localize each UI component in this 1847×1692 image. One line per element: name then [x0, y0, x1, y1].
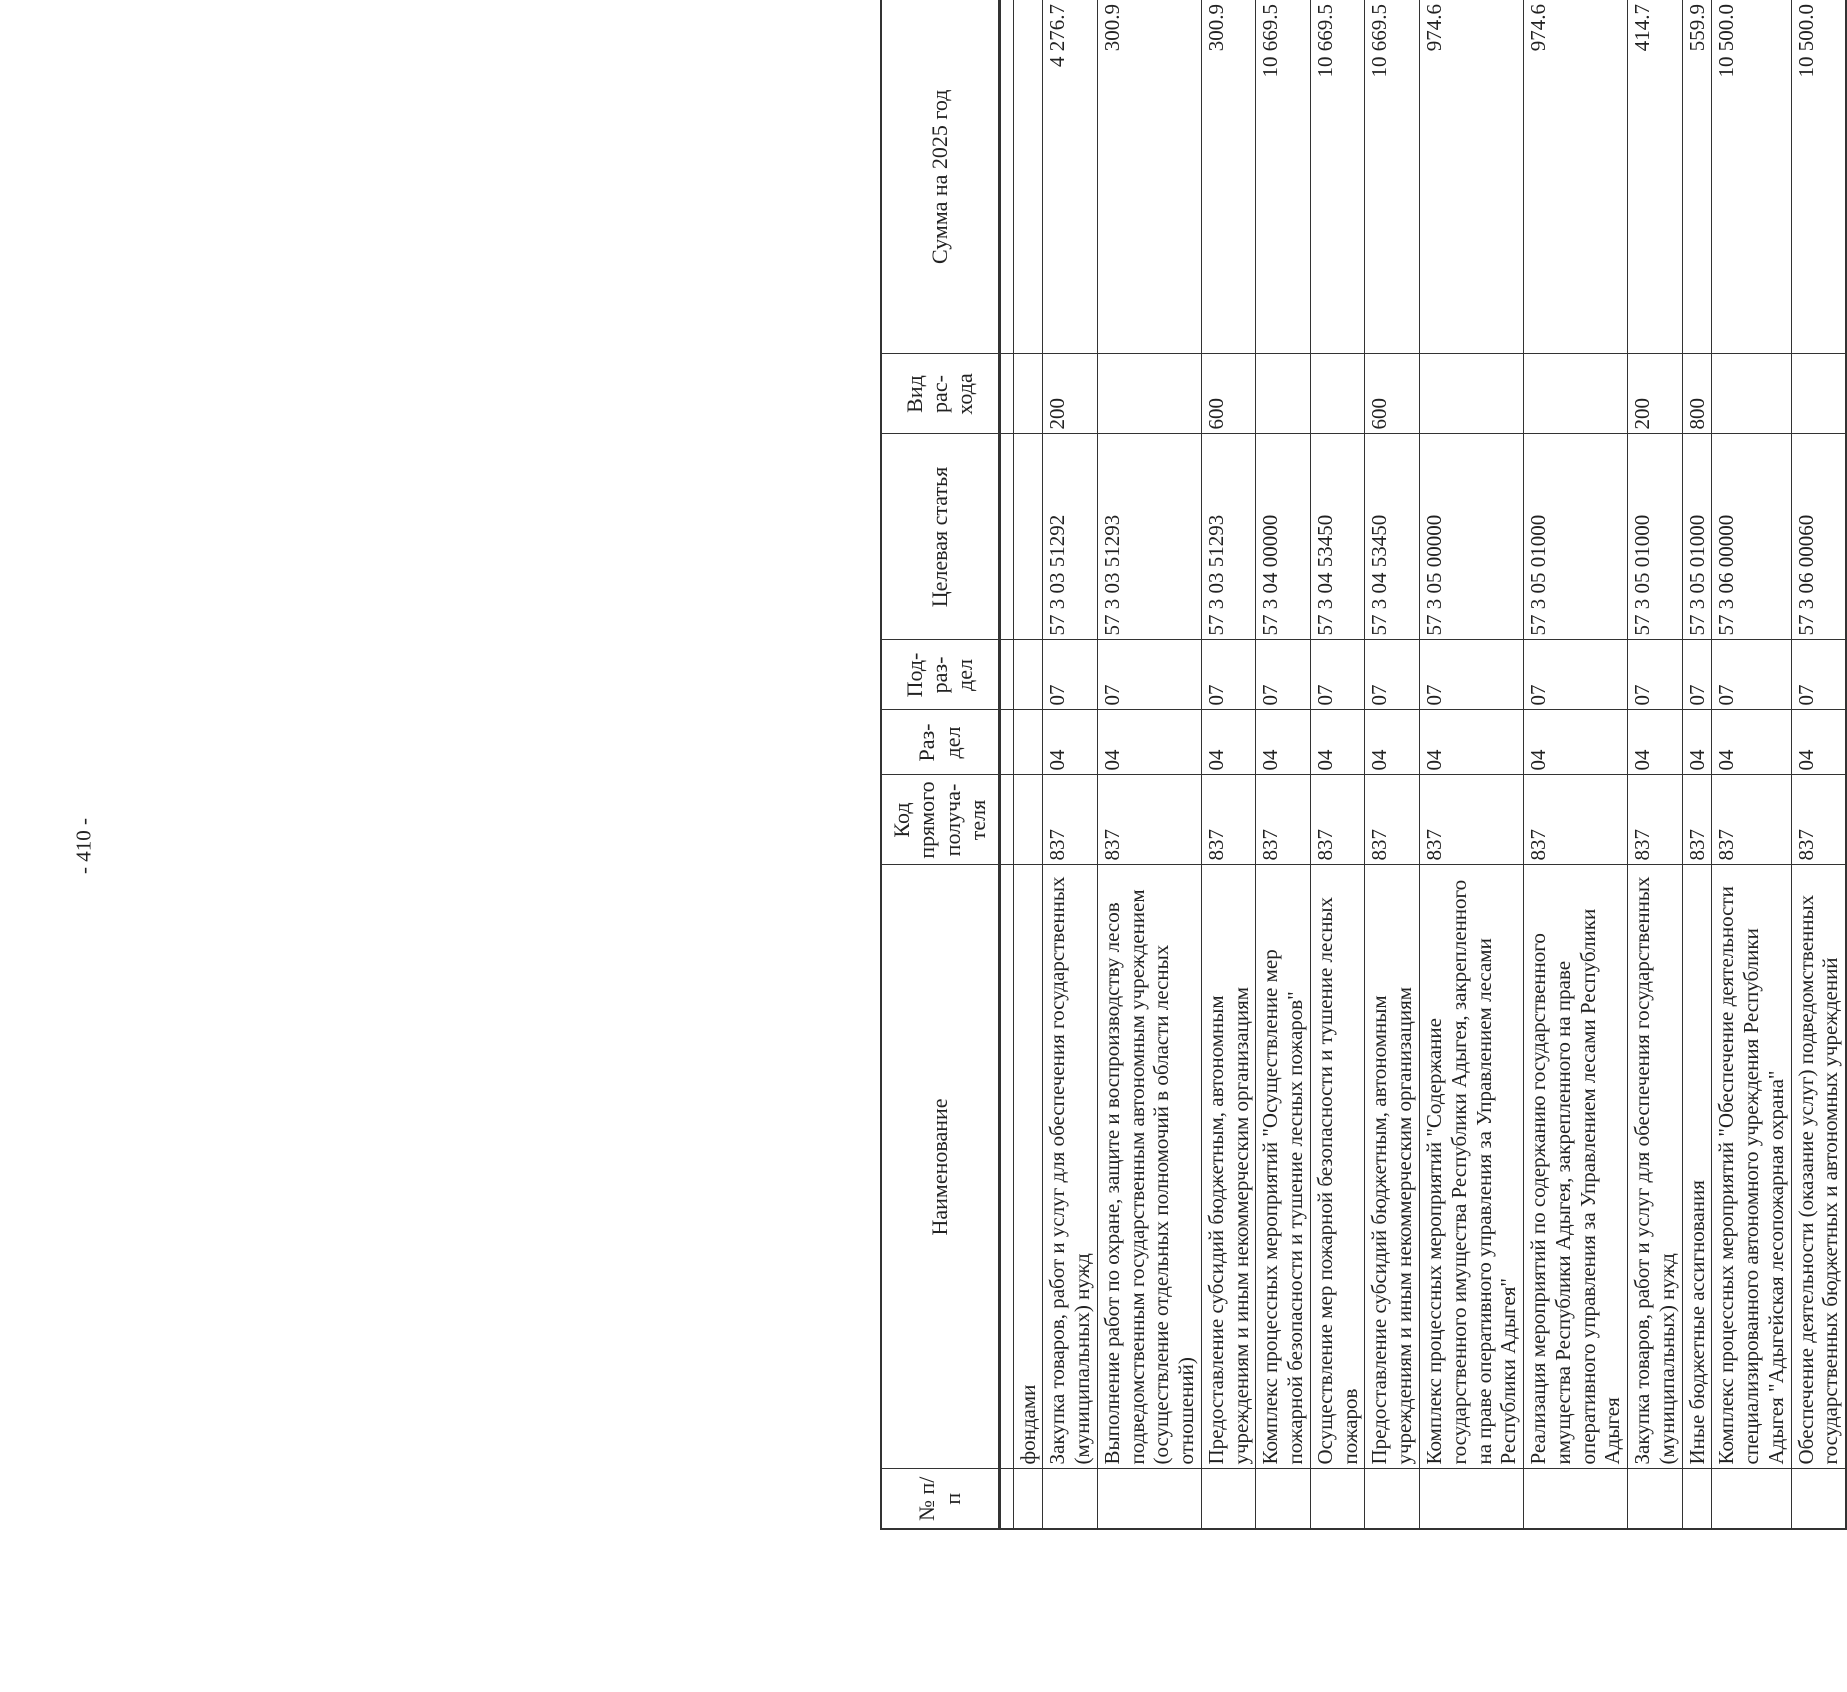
cell-code: 837 [1712, 775, 1791, 865]
cell-subsection: 07 [1682, 640, 1712, 710]
cell-subsection: 07 [1791, 640, 1846, 710]
cell-subsection: 07 [1256, 640, 1311, 710]
cell-target [1013, 434, 1043, 640]
cell-sum: 10 669.5 [1310, 0, 1365, 354]
cell-sum: 10 669.5 [1256, 0, 1311, 354]
cell-section: 04 [1524, 710, 1628, 775]
cell-sum: 414.7 [1628, 0, 1683, 354]
cell-sum: 10 669.5 [1365, 0, 1420, 354]
cell-sum: 4 276.7 [1043, 0, 1098, 354]
cell-num [1791, 1469, 1846, 1529]
cell-num [1043, 1469, 1098, 1529]
header-num: № п/п [881, 1469, 999, 1529]
cell-expense [1712, 354, 1791, 434]
cell-name: фондами [1013, 865, 1043, 1469]
cell-subsection: 07 [1097, 640, 1201, 710]
cell-section: 04 [1365, 710, 1420, 775]
cell-subsection: 07 [1201, 640, 1256, 710]
header-target: Целевая статья [881, 434, 999, 640]
cell-expense [1419, 354, 1523, 434]
table-row [1201, 0, 1256, 1529]
cell-expense: 600 [1365, 354, 1420, 434]
table-row [1310, 0, 1365, 1529]
cell-expense [1524, 354, 1628, 434]
cell-target: 57 3 05 01000 [1524, 434, 1628, 640]
table-row [1365, 0, 1420, 1529]
cell-subsection: 07 [1419, 640, 1523, 710]
cell-code [1013, 775, 1043, 865]
cell-name: Комплекс процессных мероприятий "Содержание государственного имущества Республики Адыгея, закрепленного на праве оперативного управления за Управлением лесами Республики Адыгея" [1419, 865, 1523, 1469]
cell-subsection: 07 [1043, 640, 1098, 710]
cell-target: 57 3 04 53450 [1365, 434, 1420, 640]
cell-sum: 10 500.0 [1712, 0, 1791, 354]
cell-sum: 559.9 [1682, 0, 1712, 354]
cell-sum: 974.6 [1524, 0, 1628, 354]
table-row [1712, 0, 1791, 1529]
cell-name: Предоставление субсидий бюджетным, автономным учреждениям и иным некоммерческим организациям [1365, 865, 1420, 1469]
cell-num [1682, 1469, 1712, 1529]
cell-expense: 200 [1043, 354, 1098, 434]
table-row [1419, 0, 1523, 1529]
cell-target: 57 3 06 00000 [1712, 434, 1791, 640]
cell-name: Закупка товаров, работ и услуг для обеспечения государственных (муниципальных) нужд [1628, 865, 1683, 1469]
cell-section: 04 [1791, 710, 1846, 775]
cell-section: 04 [1419, 710, 1523, 775]
cell-section: 04 [1097, 710, 1201, 775]
rotated-table-wrapper [880, 0, 1843, 1530]
budget-table [880, 0, 1847, 1530]
cell-name: Комплекс процессных мероприятий "Обеспечение деятельности специализированного автономного учреждения Республики Адыгея "Адыгейская лесопожарная охрана" [1712, 865, 1791, 1469]
cell-name: Закупка товаров, работ и услуг для обеспечения государственных (муниципальных) нужд [1043, 865, 1098, 1469]
cell-subsection [999, 640, 1013, 710]
cell-name: Иные бюджетные ассигнования [1682, 865, 1712, 1469]
cell-name: Предоставление субсидий бюджетным, автономным учреждениям и иным некоммерческим организациям [1201, 865, 1256, 1469]
cell-expense [999, 354, 1013, 434]
cell-expense [1791, 354, 1846, 434]
cell-name: Обеспечение деятельности (оказание услуг) подведомственных государственных бюджетных и автономных учреждений [1791, 865, 1846, 1469]
header-code: Код прямого получа-теля [881, 775, 999, 865]
cell-num [999, 1469, 1013, 1529]
cell-num [1628, 1469, 1683, 1529]
header-subsection: Под-раз-дел [881, 640, 999, 710]
table-row [1097, 0, 1201, 1529]
cell-sum: 974.6 [1419, 0, 1523, 354]
table-header [881, 0, 999, 1529]
cell-expense [1310, 354, 1365, 434]
cell-code: 837 [1043, 775, 1098, 865]
header-expense: Вид рас-хода [881, 354, 999, 434]
cell-code: 837 [1524, 775, 1628, 865]
table-row [1682, 0, 1712, 1529]
cell-name: Реализация мероприятий по содержанию государственного имущества Республики Адыгея, закрепленного на праве оперативного управления за Управлением лесами Республики Адыгея [1524, 865, 1628, 1469]
cell-section: 04 [1310, 710, 1365, 775]
header-sum: Сумма на 2025 год [881, 0, 999, 354]
table-row [1256, 0, 1311, 1529]
cell-code: 837 [1097, 775, 1201, 865]
cell-target: 57 3 03 51293 [1097, 434, 1201, 640]
cell-sum: 300.9 [1097, 0, 1201, 354]
cell-code: 837 [1682, 775, 1712, 865]
cell-section: 04 [1043, 710, 1098, 775]
cell-section: 04 [1201, 710, 1256, 775]
cell-name: Выполнение работ по охране, защите и воспроизводству лесов подведомственным государственным автономным учреждением (осуществление отдельных полномочий в области лесных отношений) [1097, 865, 1201, 1469]
cell-expense [1013, 354, 1043, 434]
cell-sum: 10 500.0 [1791, 0, 1846, 354]
cell-section: 04 [1628, 710, 1683, 775]
cell-target: 57 3 05 01000 [1682, 434, 1712, 640]
header-name: Наименование [881, 865, 999, 1469]
cell-num [1524, 1469, 1628, 1529]
cell-subsection: 07 [1524, 640, 1628, 710]
cell-target: 57 3 04 53450 [1310, 434, 1365, 640]
cell-target: 57 3 05 00000 [1419, 434, 1523, 640]
cell-subsection: 07 [1365, 640, 1420, 710]
table-row [999, 0, 1013, 1529]
table-row [1524, 0, 1628, 1529]
cell-code [999, 775, 1013, 865]
cell-subsection [1013, 640, 1043, 710]
cell-code: 837 [1419, 775, 1523, 865]
cell-code: 837 [1628, 775, 1683, 865]
cell-section: 04 [1712, 710, 1791, 775]
cell-target [999, 434, 1013, 640]
cell-code: 837 [1365, 775, 1420, 865]
cell-section: 04 [1256, 710, 1311, 775]
table-row [1628, 0, 1683, 1529]
cell-sum: 300.9 [1201, 0, 1256, 354]
cell-num [1201, 1469, 1256, 1529]
table-body [999, 0, 1846, 1529]
cell-sum [1013, 0, 1043, 354]
cell-expense [1256, 354, 1311, 434]
cell-code: 837 [1310, 775, 1365, 865]
cell-code: 837 [1791, 775, 1846, 865]
cell-section [1013, 710, 1043, 775]
cell-name: Комплекс процессных мероприятий "Осуществление мер пожарной безопасности и тушение лесных пожаров" [1256, 865, 1311, 1469]
cell-target: 57 3 06 00060 [1791, 434, 1846, 640]
cell-section [999, 710, 1013, 775]
cell-name [999, 865, 1013, 1469]
cell-subsection: 07 [1712, 640, 1791, 710]
cell-num [1256, 1469, 1311, 1529]
cell-name: Осуществление мер пожарной безопасности и тушение лесных пожаров [1310, 865, 1365, 1469]
cell-code: 837 [1256, 775, 1311, 865]
cell-section: 04 [1682, 710, 1712, 775]
cell-subsection: 07 [1310, 640, 1365, 710]
cell-num [1097, 1469, 1201, 1529]
table-row [1791, 0, 1846, 1529]
cell-target: 57 3 03 51292 [1043, 434, 1098, 640]
cell-num [1365, 1469, 1420, 1529]
cell-target: 57 3 04 00000 [1256, 434, 1311, 640]
cell-num [1419, 1469, 1523, 1529]
cell-num [1013, 1469, 1043, 1529]
cell-code: 837 [1201, 775, 1256, 865]
table-row [1043, 0, 1098, 1529]
cell-sum [999, 0, 1013, 354]
table-row [1013, 0, 1043, 1529]
header-section: Раз-дел [881, 710, 999, 775]
page-number: - 410 - [71, 818, 96, 874]
cell-num [1310, 1469, 1365, 1529]
cell-target: 57 3 05 01000 [1628, 434, 1683, 640]
cell-expense: 800 [1682, 354, 1712, 434]
cell-subsection: 07 [1628, 640, 1683, 710]
cell-expense [1097, 354, 1201, 434]
cell-target: 57 3 03 51293 [1201, 434, 1256, 640]
cell-expense: 600 [1201, 354, 1256, 434]
cell-expense: 200 [1628, 354, 1683, 434]
cell-num [1712, 1469, 1791, 1529]
